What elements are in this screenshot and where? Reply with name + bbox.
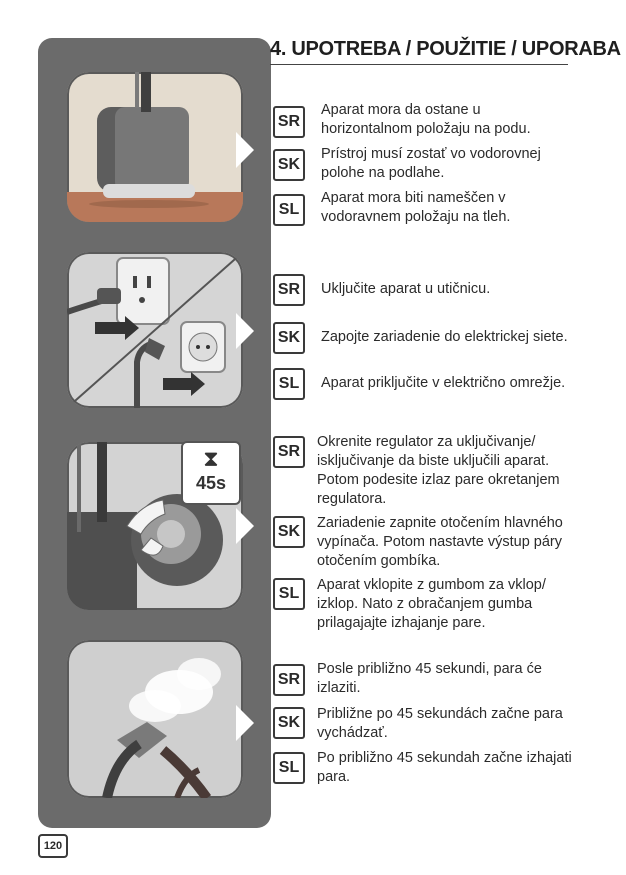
step1-text-sl: Aparat mora biti nameščen v vodoravnem položaju na tleh. xyxy=(321,190,511,225)
lang-badge-sl: SL xyxy=(273,368,305,400)
step3-text-sr: Okrenite regulator za uključivanje/ isključivanje da biste uključili aparat. Potom podesite izlaz pare okretanjem regulatora. xyxy=(317,434,560,507)
lang-badge-sk: SK xyxy=(273,322,305,354)
lang-badge-sr: SR xyxy=(273,274,305,306)
step4-text-sk: Približne po 45 sekundách začne para vychádzať. xyxy=(317,706,563,741)
page-title: 4. UPOTREBA / POUŽITIE / UPORABA xyxy=(270,38,621,60)
hourglass-icon: ⧗ xyxy=(203,446,219,471)
lang-badge-sk: SK xyxy=(273,149,305,181)
panel-pointer xyxy=(236,508,254,544)
lang-badge-sl: SL xyxy=(273,194,305,226)
step2-text-sk: Zapojte zariadenie do elektrickej siete. xyxy=(321,329,568,345)
step2-text-sr: Uključite aparat u utičnicu. xyxy=(321,281,491,297)
lang-badge-sr: SR xyxy=(273,664,305,696)
step3-text-sl: Aparat vklopite z gumbom za vklop/ izklop. Nato z obračanjem gumba prilagajajte izhajanje pare. xyxy=(317,577,546,631)
lang-badge-sk: SK xyxy=(273,516,305,548)
panel-pointer xyxy=(236,705,254,741)
page-number: 120 xyxy=(38,834,68,858)
step1-text-sk: Prístroj musí zostať vo vodorovnej polohe na podlahe. xyxy=(321,146,541,181)
lang-badge-sl: SL xyxy=(273,578,305,610)
lang-badge-sk: SK xyxy=(273,707,305,739)
panel-pointer xyxy=(236,313,254,349)
illustration-steam-output xyxy=(67,640,243,798)
timer-badge xyxy=(181,441,241,505)
step3-text-sk: Zariadenie zapnite otočením hlavného vypínača. Potom nastavte výstup páry otočením gombíka. xyxy=(317,515,563,569)
lang-badge-sl: SL xyxy=(273,752,305,784)
illustration-plug-socket xyxy=(67,252,243,408)
lang-badge-sr: SR xyxy=(273,436,305,468)
lang-badge-sr: SR xyxy=(273,106,305,138)
step2-text-sl: Aparat priključite v električno omrežje. xyxy=(321,375,566,391)
step1-text-sr: Aparat mora da ostane u horizontalnom položaju na podu. xyxy=(321,102,531,137)
illustration-steamer-base xyxy=(67,72,243,222)
title-divider xyxy=(270,64,568,65)
step4-text-sl: Po približno 45 sekundah začne izhajati para. xyxy=(317,750,572,785)
panel-pointer xyxy=(236,132,254,168)
timer-label: 45s xyxy=(195,473,227,493)
step4-text-sr: Posle približno 45 sekundi, para će izlaziti. xyxy=(317,661,542,696)
